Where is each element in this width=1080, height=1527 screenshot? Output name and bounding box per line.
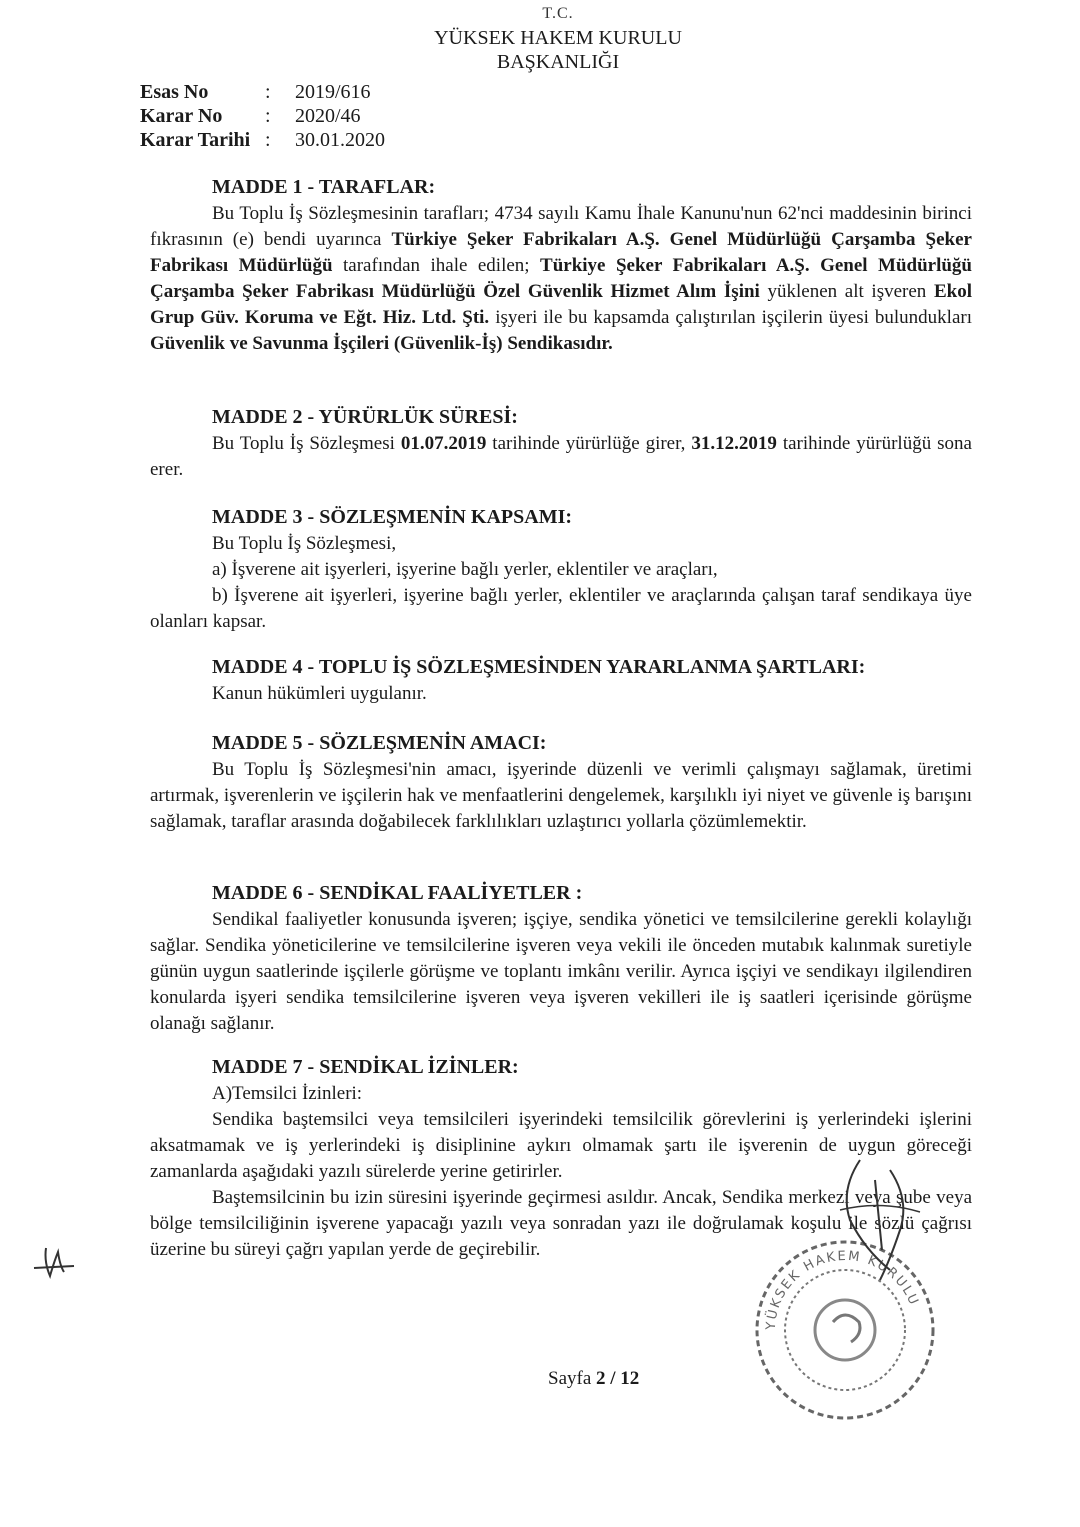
article-2-text	[150, 431, 972, 483]
case-metadata	[140, 80, 385, 152]
article-1-text-3: yüklenen alt işveren	[759, 281, 934, 302]
page-number	[548, 1368, 639, 1390]
article-4	[150, 654, 972, 707]
article-2-text-2: tarihinde yürürlüğe girer,	[486, 433, 692, 454]
article-1-text	[150, 201, 972, 357]
page-label: Sayfa	[548, 1368, 592, 1389]
article-4-text: Kanun hükümleri uygulanır.	[212, 683, 427, 704]
tarih-label: Karar Tarihi	[140, 129, 251, 151]
article-2	[150, 404, 972, 483]
esas-label: Esas No	[140, 81, 209, 103]
article-7-subtitle: A)Temsilci İzinleri:	[212, 1083, 363, 1104]
article-2-end-date: 31.12.2019	[691, 433, 777, 454]
karar-label: Karar No	[140, 105, 223, 127]
article-3-line-b: b) İşverene ait işyerleri, işyerine bağlı yerler, eklentiler ve araçlarında çalışan taraf sendikaya üye olanları kapsar.	[150, 585, 972, 632]
article-1-bold-4: Güvenlik ve Savunma İşçileri (Güvenlik-İş) Sendikasıdır.	[150, 333, 613, 354]
article-5	[150, 730, 972, 835]
tarih-row	[140, 128, 385, 152]
article-1-title: MADDE 1 - TARAFLAR:	[212, 176, 436, 198]
article-1	[150, 174, 972, 357]
article-3-title: MADDE 3 - SÖZLEŞMENİN KAPSAMI:	[212, 506, 573, 528]
header-tc: T.C.	[542, 5, 574, 22]
article-1-bold-2: Türkiye Şeker Fabrikaları A.Ş. Genel Müdürlüğü Çarşamba Şeker Fabrikası Müdürlüğü Özel Güvenlik Hizmet Alım İşini	[150, 255, 972, 302]
karar-sep: :	[265, 105, 271, 127]
esas-row	[140, 80, 385, 104]
article-2-title: MADDE 2 - YÜRÜRLÜK SÜRESİ:	[212, 406, 518, 428]
article-1-bold-1: Türkiye Şeker Fabrikaları A.Ş. Genel Müdürlüğü Çarşamba Şeker Fabrikası Müdürlüğü	[150, 229, 972, 276]
article-2-text-1: Bu Toplu İş Sözleşmesi	[212, 433, 401, 454]
header-institution: YÜKSEK HAKEM KURULU	[434, 27, 682, 49]
article-5-title: MADDE 5 - SÖZLEŞMENİN AMACI:	[212, 732, 547, 754]
article-6-title: MADDE 6 - SENDİKAL FAALİYETLER :	[212, 882, 583, 904]
margin-initial-icon	[30, 1242, 78, 1282]
karar-row	[140, 104, 385, 128]
article-7-title: MADDE 7 - SENDİKAL İZİNLER:	[212, 1056, 519, 1078]
esas-sep: :	[265, 81, 271, 103]
article-5-text: Bu Toplu İş Sözleşmesi'nin amacı, işyerinde düzenli ve verimli çalışmayı sağlamak, üretimi artırmak, işverenlerin ve işçilerin hak ve menfaatlerini dengelemek, karşılıklı iyi niyet ve güvenle iş barışını sağlamak, taraflar arasında doğabilecek farklılıkları uzlaştırıcı yollarla çözümlemektir.	[150, 759, 972, 832]
article-3	[150, 504, 972, 635]
page-value: 2 / 12	[596, 1368, 640, 1389]
seal-text: YÜKSEK HAKEM KURULU	[763, 1248, 922, 1331]
article-1-text-1: Bu Toplu İş Sözleşmesinin tarafları; 4734 sayılı Kamu İhale Kanunu'nun 62'nci maddesinin birinci fıkrasının (e) bendi uyarınca	[150, 203, 972, 250]
tarih-sep: :	[265, 129, 271, 151]
article-1-text-4: işyeri ile bu kapsamda çalıştırılan işçilerin üyesi bulundukları	[489, 307, 972, 328]
article-3-line-a: a) İşverene ait işyerleri, işyerine bağlı yerler, eklentiler ve araçları,	[212, 559, 718, 580]
article-2-start-date: 01.07.2019	[400, 433, 487, 454]
karar-value: 2020/46	[295, 105, 361, 127]
article-6-text: Sendikal faaliyetler konusunda işveren; işçiye, sendika yönetici ve temsilcilerine gerekli kolaylığı sağlar. Sendika yöneticilerine ve temsilcilerine işveren veya vekili ile önceden mutabık kalınmak suretiyle günün uygun saatlerinde işçilerle görüşme ve toplantı imkânı verilir. Ayrıca işçiyi ve sendikayı ilgilendiren konularda işyeri sendika temsilcilerine işveren veya işveren vekilleri ile iş saatleri içerisinde görüşme olanağı sağlanır.	[150, 909, 972, 1034]
signature-icon	[820, 1150, 930, 1290]
article-1-bold-3: Ekol Grup Güv. Koruma ve Eğt. Hiz. Ltd. Şti.	[150, 281, 972, 328]
article-2-text-3: tarihinde yürürlüğü sona erer.	[150, 433, 972, 480]
tarih-value: 30.01.2020	[295, 129, 385, 151]
article-1-text-2: tarafından ihale edilen;	[332, 255, 541, 276]
article-6	[150, 880, 972, 1037]
header-presidency: BAŞKANLIĞI	[496, 51, 620, 73]
article-7-text-1: Sendika baştemsilci veya temsilcileri işyerindeki temsilcilik görevlerini iş yerlerindeki işlerini aksatmamak ve iş yerlerindeki iş disiplinine aykırı olmamak şartı ile işverenin de uygun göreceği zamanlarda aşağıdaki yazılı sürelerde yerine getirirler.	[150, 1109, 972, 1182]
article-3-line-1: Bu Toplu İş Sözleşmesi,	[212, 533, 397, 554]
article-7-text-2: Baştemsilcinin bu izin süresini işyerinde geçirmesi asıldır. Ancak, Sendika merkezi veya şube veya bölge temsilciliğinin işverene yapacağı yazılı veya sonradan yazı ile doğrulamak koşulu ile sözlü çağrısı üzerine bu süreyi çağrı yapılan yerde de geçirebilir.	[150, 1187, 972, 1260]
article-4-title: MADDE 4 - TOPLU İŞ SÖZLEŞMESİNDEN YARARLANMA ŞARTLARI:	[212, 656, 866, 678]
esas-value: 2019/616	[295, 81, 371, 103]
